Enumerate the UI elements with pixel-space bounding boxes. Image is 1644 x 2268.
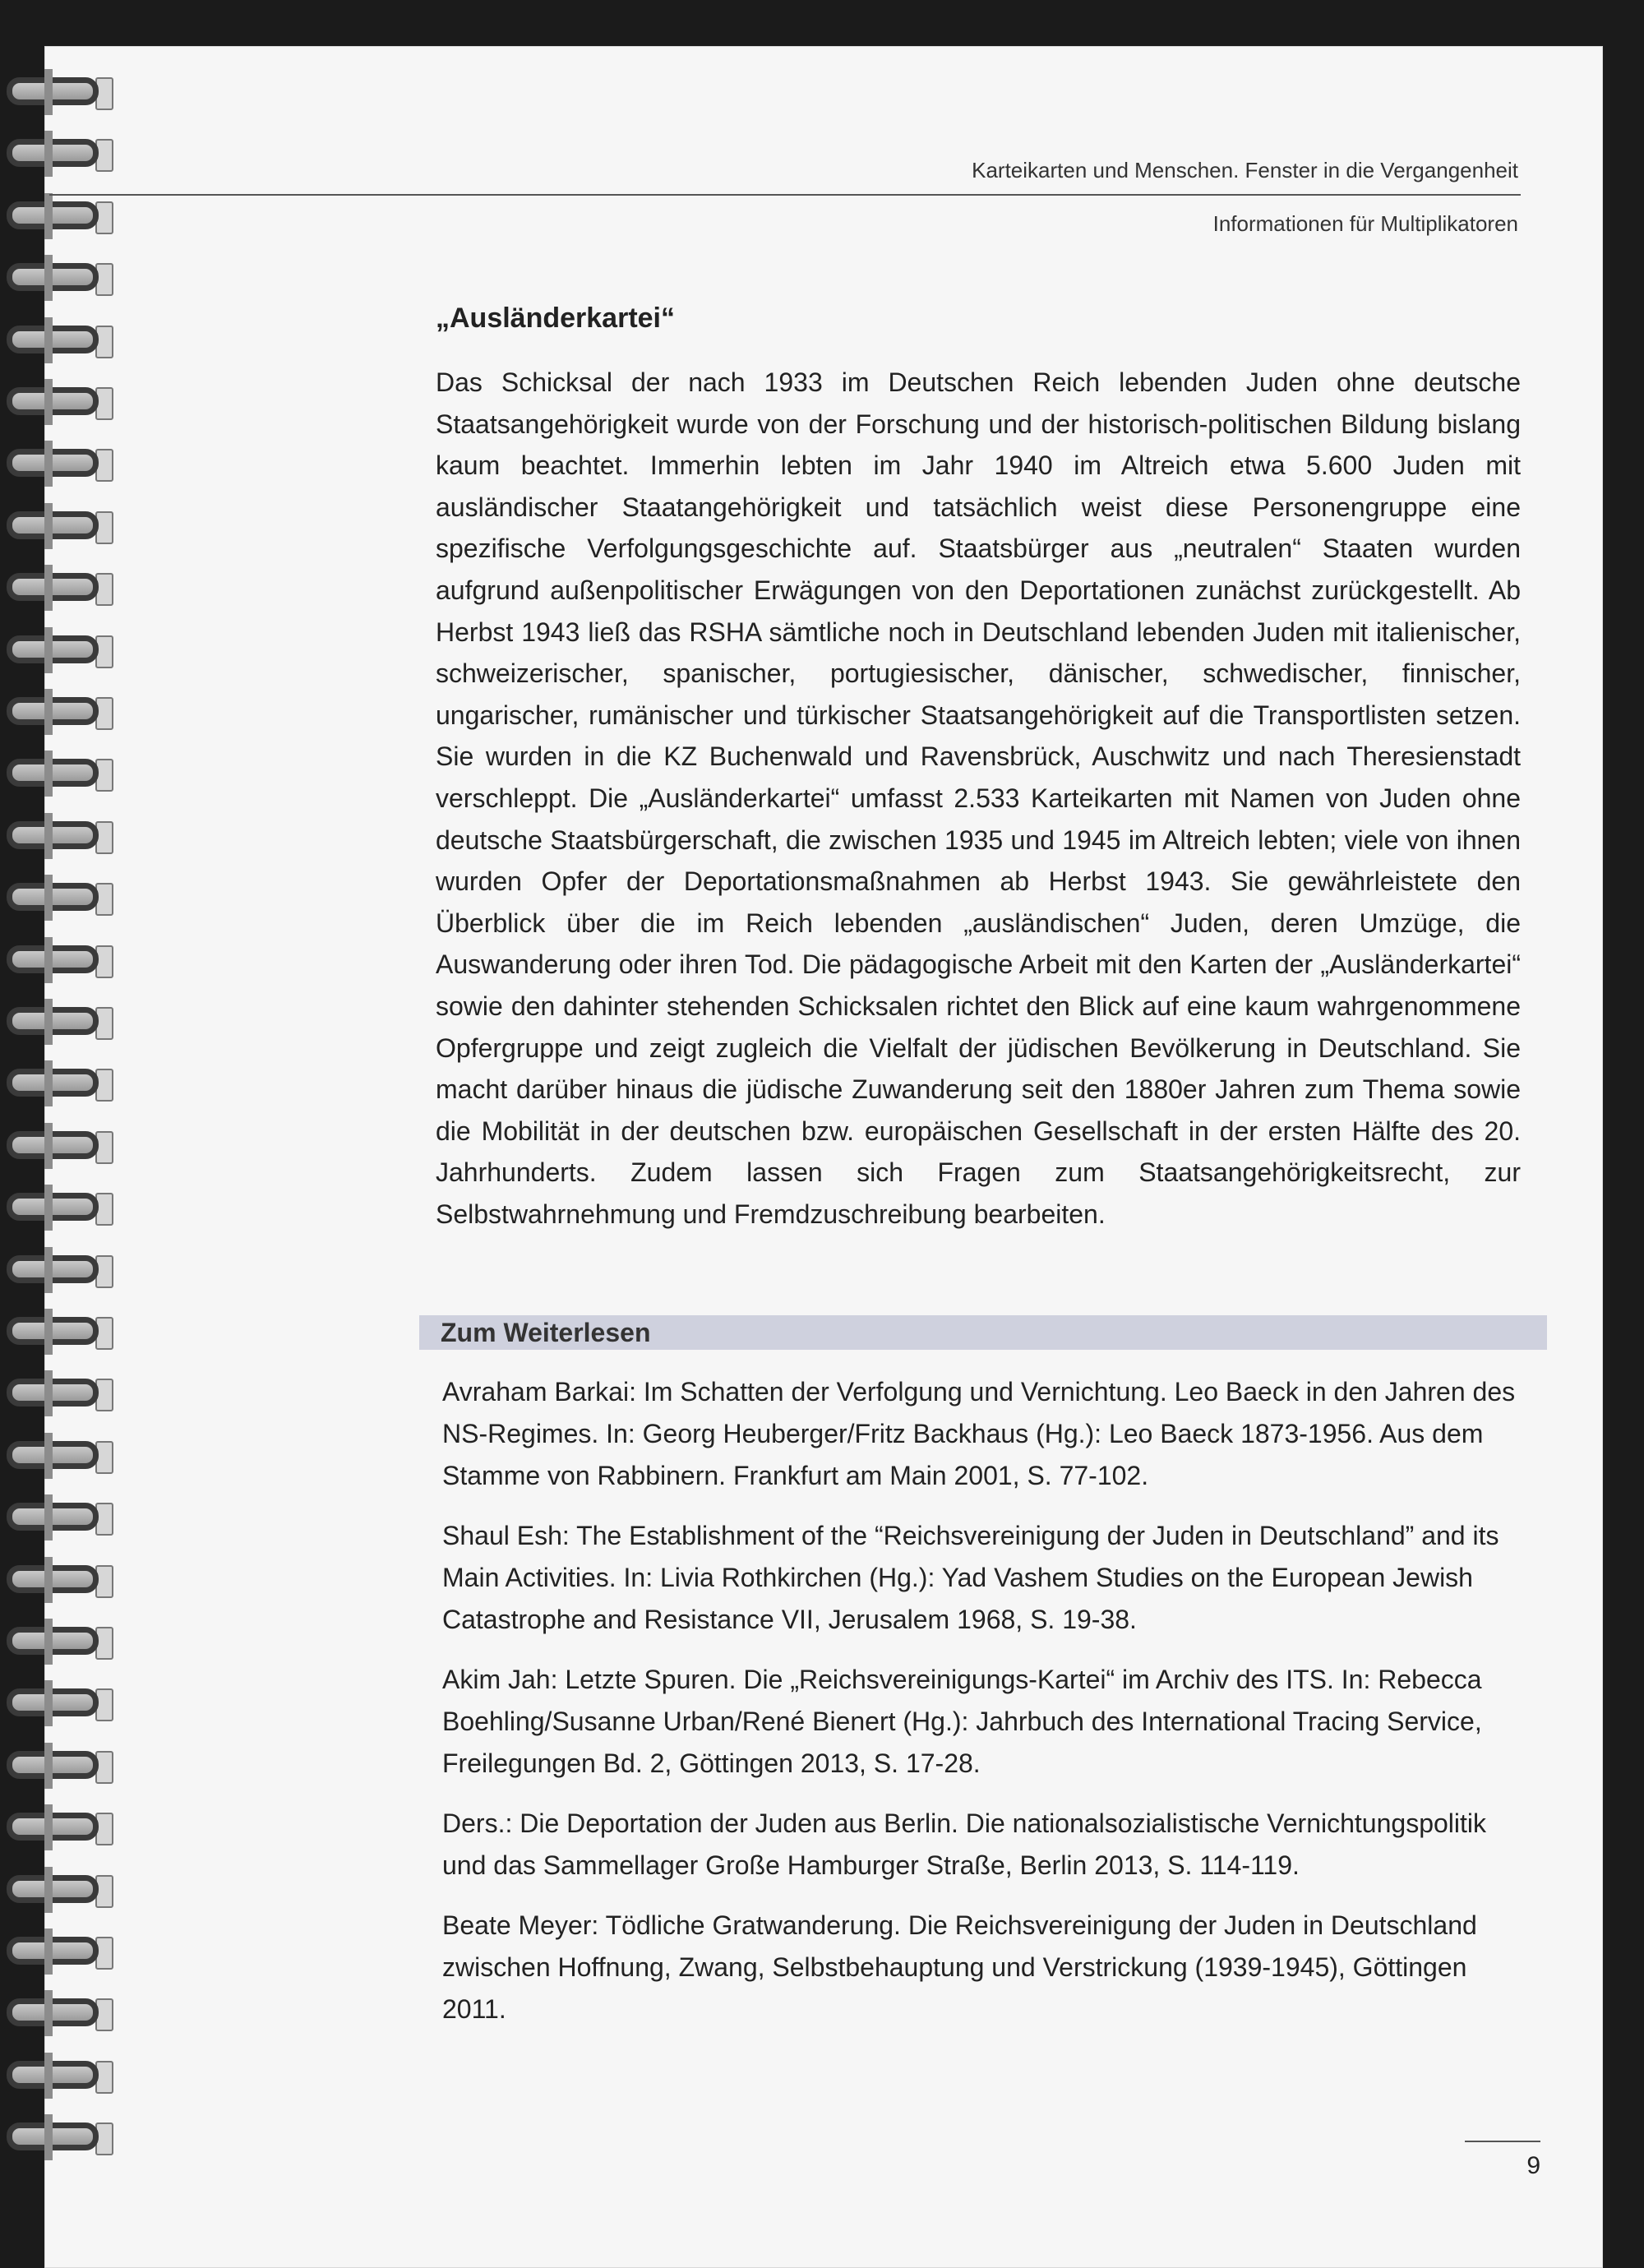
binding-ring [3,1933,115,1970]
further-reading-title: Zum Weiterlesen [441,1318,651,1347]
binding-ring [3,570,115,606]
binding-ring [3,1809,115,1845]
header-title: Karteikarten und Menschen. Fenster in die Vergangenheit [972,158,1518,182]
header-subtitle: Informationen für Multiplikatoren [1212,211,1518,236]
reference-list [442,1371,1524,2049]
binding-ring [3,1624,115,1660]
reference-item: Beate Meyer: Tödliche Gratwanderung. Die Reichsvereinigung der Juden in Deutschland zwischen Hoffnung, Zwang, Selbstbehauptung und Verstrickung (1939-1945), Göttingen 2011. [442,1910,1477,2024]
binding-ring [3,74,115,110]
binding-ring [3,1065,115,1102]
spiral-binding [0,74,123,2203]
binding-ring [3,2058,115,2094]
reference-item: Shaul Esh: The Establishment of the “Reichsvereinigung der Juden in Deutschland” and its Main Activities. In: Livia Rothkirchen (Hg.): Yad Vashem Studies on the European Jewish Catastrophe and Resistance VII, Jerusalem 1968, S. 19-38. [442,1521,1499,1634]
binding-ring [3,755,115,792]
binding-ring [3,1252,115,1288]
binding-ring [3,384,115,420]
binding-ring [3,322,115,358]
binding-ring [3,632,115,668]
reference-item: Avraham Barkai: Im Schatten der Verfolgung und Vernichtung. Leo Baeck in den Jahren des NS-Regimes. In: Georg Heuberger/Fritz Backhaus (Hg.): Leo Baeck 1873-1956. Aus dem Stamme von Rabbinern. Frankfurt am Main 2001, S. 77-102. [442,1377,1516,1490]
binding-ring [3,1748,115,1784]
binding-ring [3,136,115,172]
binding-ring [3,2119,115,2155]
binding-ring [3,508,115,544]
reference-item: Ders.: Die Deportation der Juden aus Berlin. Die nationalsozialistische Vernichtungspolitik und das Sammellager Große Hamburger Straße, Berlin 2013, S. 114-119. [442,1808,1486,1880]
binding-ring [3,1995,115,2031]
binding-ring [3,198,115,234]
page-number-rule [1465,2141,1540,2142]
binding-ring [3,260,115,296]
binding-ring [3,1375,115,1411]
binding-ring [3,1189,115,1226]
binding-ring [3,880,115,916]
binding-ring [3,942,115,978]
binding-ring [3,1872,115,1908]
binding-ring [3,694,115,730]
running-head [972,158,1518,237]
binding-ring [3,818,115,854]
section-title: „Ausländerkartei“ [436,303,675,334]
binding-ring [3,1499,115,1536]
binding-ring [3,1314,115,1350]
binding-ring [3,1438,115,1474]
binding-ring [3,446,115,482]
binding-ring [3,1128,115,1164]
binding-ring [3,1562,115,1598]
binding-ring [3,1685,115,1721]
binding-ring [3,1004,115,1040]
section-body: Das Schicksal der nach 1933 im Deutschen Reich lebenden Juden ohne deutsche Staatsangehörigkeit wurde von der Forschung und der historisch-politischen Bildung bislang kaum beachtet. Immerhin lebten im Jahr 1940 im Altreich etwa 5.600 Juden mit ausländischer Staatangehörigkeit und tatsächlich weist diese Personengruppe eine spezifische Verfolgungsgeschichte auf. Staatsbürger aus „neutralen“ Staaten wurden aufgrund außenpolitischer Erwägungen von den Deportationen zunächst zurückgestellt. Ab Herbst 1943 ließ das RSHA sämtliche noch in Deutschland lebenden Juden mit italienischer, schweizerischer, spanischer, portugiesischer, dänischer, schwedischer, finnischer, ungarischer, rumänischer und türkischer Staatsangehörigkeit auf die Transportlisten setzen. Sie wurden in die KZ Buchenwald und Ravensbrück, Auschwitz und nach Theresienstadt verschleppt. Die „Ausländerkartei“ umfasst 2.533 Karteikarten mit Namen von Juden ohne deutsche Staatsbürgerschaft, die zwischen 1935 und 1945 im Altreich lebten; viele von ihnen wurden Opfer der Deportationsmaßnahmen ab Herbst 1943. Sie gewährleistete den Überblick über die im Reich lebenden „ausländischen“ Juden, deren Umzüge, die Auswanderung oder ihren Tod. Die pädagogische Arbeit mit den Karten der „Ausländerkartei“ sowie den dahinter stehenden Schicksalen richtet den Blick auf eine kaum wahrgenommene Opfergruppe und zeigt zugleich die Vielfalt der jüdischen Bevölkerung in Deutschland. Sie macht darüber hinaus die jüdische Zuwanderung seit den 1880er Jahren zum Thema sowie die Mobilität in der deutschen bzw. europäischen Gesellschaft in der ersten Hälfte des 20. Jahrhunderts. Zudem lassen sich Fragen zum Staatsangehörigkeitsrecht, zur Selbstwahrnehmung und Fremdzuschreibung bearbeiten. [436,367,1521,1229]
page-number: 9 [1526,2152,1540,2179]
reference-item: Akim Jah: Letzte Spuren. Die „Reichsvereinigungs-Kartei“ im Archiv des ITS. In: Rebecca Boehling/Susanne Urban/René Bienert (Hg.): Jahrbuch des International Tracing Service, Freilegungen Bd. 2, Göttingen 2013, S. 17-28. [442,1665,1482,1778]
header-rule [49,194,1521,196]
